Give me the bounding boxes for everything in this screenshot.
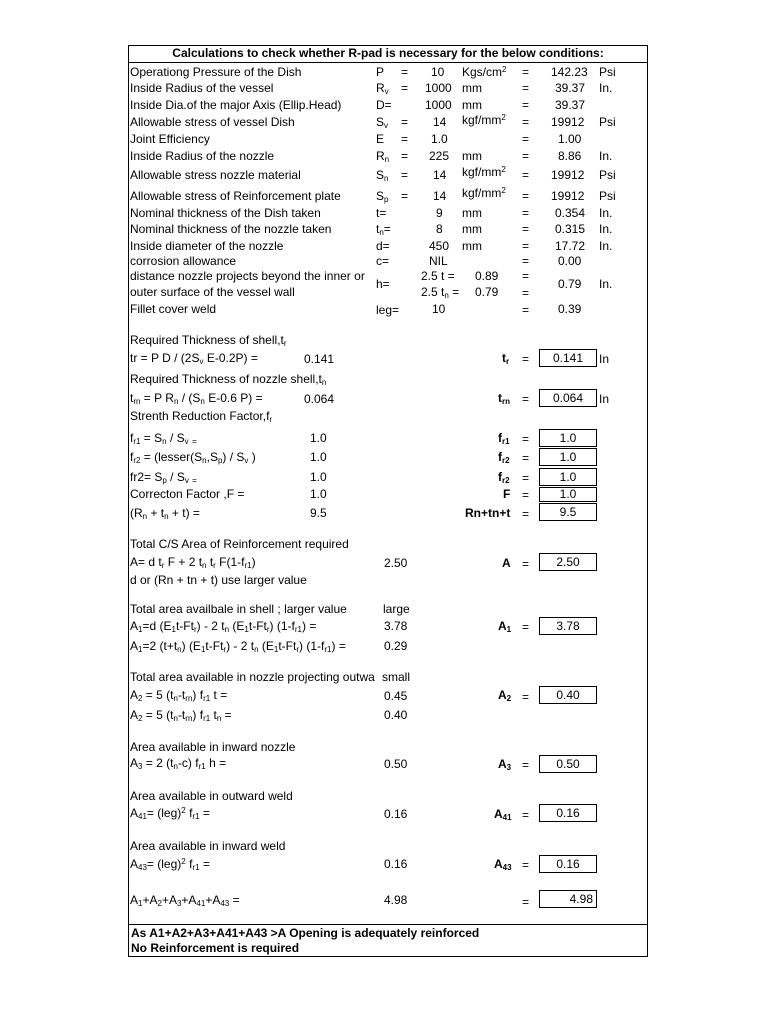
corrosion-sym: c= xyxy=(376,254,390,268)
projection-desc-2: outer surface of the vessel wall xyxy=(130,285,295,299)
fr2-lesser-symbol: $f_{r2}$ xyxy=(498,450,510,465)
conclusion-line-1: As A1+A2+A3+A41+A43 >A Opening is adequately reinforced xyxy=(131,926,480,940)
fr2-lesser-value: 1.0 xyxy=(310,450,327,464)
a-heading: Total C/S Area of Reinforcement required xyxy=(130,537,349,551)
fr1-formula: $f_{r1} = S_n / S_v$ $_=$ xyxy=(130,431,197,446)
rn-formula: $(R_n + t_n + t)$ = xyxy=(130,506,200,521)
tr-heading: Required Thickness of $shell,t_r$ xyxy=(130,333,287,348)
joint-conv: 1.00 xyxy=(558,132,582,146)
thk-dish-desc: Nominal thickness of the Dish taken xyxy=(130,206,321,220)
joint-sym: E xyxy=(376,132,385,146)
a41-heading: Area available in outward weld xyxy=(130,789,293,803)
pressure-unit: Kgs/$cm^2$ xyxy=(462,65,507,79)
eq: = xyxy=(522,81,530,95)
stress-vessel-sym: $S_v$ xyxy=(376,115,389,130)
dia-nozzle-unit: mm xyxy=(462,239,482,253)
rn-result-box: 9.5 xyxy=(539,503,597,521)
f-result-box: 1.0 xyxy=(539,487,597,502)
stress-plate-sym: $S_p$ xyxy=(376,189,389,204)
fr1-symbol: $f_{r1}$ xyxy=(498,431,510,446)
trn-unit: In xyxy=(599,392,610,406)
pressure-desc: Operationg Pressure of the Dish xyxy=(130,65,302,79)
eq: = xyxy=(401,132,409,146)
thk-nozzle-value: 8 xyxy=(436,222,443,236)
thk-dish-conv-unit: In. xyxy=(599,206,613,220)
thk-dish-sym: t= xyxy=(376,206,387,220)
eq: = xyxy=(401,168,409,182)
eq: = xyxy=(522,432,530,446)
thk-nozzle-unit: mm xyxy=(462,222,482,236)
a-note: d or (Rn + tn + t) use larger value xyxy=(130,573,307,587)
stress-nozzle-conv: 19912 xyxy=(551,168,585,182)
fr2-lesser-result-box: 1.0 xyxy=(539,448,597,466)
trn-formula: $t_{rn} = P$ $R_n / (S_n$ E-0.6 P) = xyxy=(130,391,263,406)
pressure-sym: P xyxy=(376,65,385,79)
stress-nozzle-value: 14 xyxy=(433,168,447,182)
pressure-eq2: = xyxy=(522,65,530,79)
dia-nozzle-sym: d= xyxy=(376,239,390,253)
a43-heading: Area available in inward weld xyxy=(130,839,286,853)
fr2-plate-symbol: $f_{r2}$ xyxy=(498,470,510,485)
dia-major-sym: D= xyxy=(376,98,392,112)
eq: = xyxy=(522,132,530,146)
a2-heading: Total area available in nozzle projecting outwa xyxy=(130,670,375,684)
radius-nozzle-value: 225 xyxy=(429,149,450,163)
a2-formula-1: $A_2 = 5$ $(t_n-t_{rn})$ $f_{r1}$ t = xyxy=(130,688,228,703)
eq: = xyxy=(522,808,530,822)
pressure-eq: = xyxy=(401,65,409,79)
a1-formula-1: $A_1=d$ $(E_1t-Ft_r) - 2$ $t_n$ $(E_1t-Ft_r) (1-f_{r1})$ = xyxy=(130,619,317,634)
fillet-sym: leg= xyxy=(376,303,400,317)
pressure-value: 10 xyxy=(431,65,445,79)
a41-value: 0.16 xyxy=(384,807,408,821)
radius-vessel-value: 1000 xyxy=(425,81,452,95)
a3-heading: Area available in inward nozzle xyxy=(130,740,296,754)
a1-value-1: 3.78 xyxy=(384,619,408,633)
eq: = xyxy=(522,557,530,571)
eq: = xyxy=(522,758,530,772)
eq: = xyxy=(522,451,530,465)
fr2-lesser-formula: $f_{r2}$ = ($lesser(S_n,S_p) / S_v$ ) xyxy=(130,450,256,465)
stress-nozzle-conv-unit: Psi xyxy=(599,168,616,182)
f-formula: Correcton Factor ,F = xyxy=(130,487,245,501)
fr1-result-box: 1.0 xyxy=(539,429,597,447)
eq: = xyxy=(522,98,530,112)
fr1-value: 1.0 xyxy=(310,431,327,445)
trn-symbol: $t_{rn}$ xyxy=(498,391,510,406)
thk-nozzle-conv: 0.315 xyxy=(555,222,586,236)
rn-symbol: Rn+tn+t xyxy=(465,506,511,520)
dia-nozzle-desc: Inside diameter of the nozzle xyxy=(130,239,284,253)
stress-vessel-value: 14 xyxy=(433,115,447,129)
eq: = xyxy=(522,392,530,406)
radius-nozzle-conv: 8.86 xyxy=(558,149,582,163)
stress-nozzle-unit: kgf/$mm^2$ xyxy=(462,165,506,179)
eq: = xyxy=(522,303,530,317)
sheet-title: Calculations to check whether R-pad is necessary for the below conditions: xyxy=(129,46,647,63)
fr2-plate-formula: $fr2= S_p / S_v$ $_=$ xyxy=(130,470,197,485)
radius-vessel-conv: 39.37 xyxy=(555,81,586,95)
a43-formula: $A_{43}= (leg)^2$ $f_{r1}$ = xyxy=(130,857,210,872)
a43-value: 0.16 xyxy=(384,857,408,871)
stress-plate-conv-unit: Psi xyxy=(599,189,616,203)
eq: = xyxy=(522,620,530,634)
a3-value: 0.50 xyxy=(384,757,408,771)
eq: = xyxy=(522,254,530,268)
a41-symbol: $A_{41}$ xyxy=(494,807,512,822)
fillet-value: 10 xyxy=(432,302,446,316)
conclusion xyxy=(129,924,647,957)
eq: = xyxy=(522,507,530,521)
a2-result-box: 0.40 xyxy=(539,686,597,704)
projection-value-2: 0.79 xyxy=(475,285,499,299)
a-result-box: 2.50 xyxy=(539,553,597,571)
radius-vessel-desc: Inside Radius of the vessel xyxy=(130,81,274,95)
stress-plate-conv: 19912 xyxy=(551,189,585,203)
a41-result-box: 0.16 xyxy=(539,804,597,822)
eq: = xyxy=(522,189,530,203)
eq: = xyxy=(522,239,530,253)
eq: = xyxy=(401,115,409,129)
trn-result-box: 0.064 xyxy=(539,389,597,407)
f-symbol: F xyxy=(503,487,511,501)
thk-nozzle-conv-unit: In. xyxy=(599,222,613,236)
tr-value: 0.141 xyxy=(304,352,335,366)
joint-value: 1.0 xyxy=(431,132,448,146)
dia-nozzle-value: 450 xyxy=(429,239,450,253)
trn-heading: Required Thickness of nozzle $shell,t_n$ xyxy=(130,372,327,387)
a41-formula: $A_{41}= (leg)^2$ $f_{r1}$ = xyxy=(130,806,210,821)
dia-major-unit: mm xyxy=(462,98,482,112)
corrosion-conv: 0.00 xyxy=(558,254,582,268)
a2-value-2: 0.40 xyxy=(384,708,408,722)
a1-result-box: 3.78 xyxy=(539,617,597,635)
joint-desc: Joint Efficiency xyxy=(130,132,210,146)
stress-plate-value: 14 xyxy=(433,189,447,203)
sum-formula: $A_1+A_2+A_3+A_{41}+A_{43}$ = xyxy=(130,893,240,908)
tr-unit: In xyxy=(599,352,610,366)
eq: = xyxy=(522,471,530,485)
stress-vessel-conv-unit: Psi xyxy=(599,115,616,129)
stress-plate-desc: Allowable stress of Reinforcement plate xyxy=(130,189,341,203)
trn-value: 0.064 xyxy=(304,392,335,406)
thk-dish-unit: mm xyxy=(462,206,482,220)
a1-value-2: 0.29 xyxy=(384,639,408,653)
tr-symbol: $t_r$ xyxy=(502,351,510,366)
fr2-plate-result-box: 1.0 xyxy=(539,468,597,486)
fillet-desc: Fillet cover weld xyxy=(130,302,217,316)
radius-nozzle-unit: mm xyxy=(462,149,482,163)
stress-nozzle-sym: $S_n$ xyxy=(376,168,389,183)
eq: = xyxy=(522,488,530,502)
radius-vessel-eq: = xyxy=(401,81,409,95)
stress-vessel-desc: Allowable stress of vessel Dish xyxy=(130,115,295,129)
eq: = xyxy=(522,269,530,283)
rn-value: 9.5 xyxy=(310,506,327,520)
eq: = xyxy=(522,895,530,909)
a3-formula: $A_3 = 2$ $(t_n-c)$ $f_{r1}$ h = xyxy=(130,756,227,771)
corrosion-value: NIL xyxy=(429,254,448,268)
a-formula: A= d $t_r$ F + 2 $t_n$ $t_r$ $F(1-f_{r1})$ xyxy=(130,555,256,570)
eq: = xyxy=(401,189,409,203)
eq: = xyxy=(522,149,530,163)
a43-result-box: 0.16 xyxy=(539,855,597,873)
tr-result-box: 0.141 xyxy=(539,349,597,367)
a1-symbol: $A_1$ xyxy=(498,619,512,634)
eq: = xyxy=(522,206,530,220)
eq: = xyxy=(522,168,530,182)
a3-symbol: $A_3$ xyxy=(498,757,512,772)
eq: = xyxy=(522,115,530,129)
eq: = xyxy=(522,222,530,236)
sum-result-box: 4.98 xyxy=(539,890,597,908)
eq: = xyxy=(522,690,530,704)
thk-dish-conv: 0.354 xyxy=(555,206,586,220)
stress-nozzle-desc: Allowable stress nozzle material xyxy=(130,168,301,182)
fr2-plate-value: 1.0 xyxy=(310,470,327,484)
tr-formula: tr = P D / ($2S_v$ E-0.2P) = xyxy=(130,351,258,366)
eq: = xyxy=(522,858,530,872)
thk-nozzle-desc: Nominal thickness of the nozzle taken xyxy=(130,222,332,236)
a-symbol: A xyxy=(502,556,511,570)
a2-symbol: $A_2$ xyxy=(498,688,512,703)
eq: = xyxy=(401,149,409,163)
dia-major-desc: Inside Dia.of the major Axis (Ellip.Head) xyxy=(130,98,342,112)
stress-plate-unit: kgf/$mm^2$ xyxy=(462,186,506,200)
dia-nozzle-conv: 17.72 xyxy=(555,239,586,253)
pressure-conv: 142.23 xyxy=(551,65,588,79)
a3-result-box: 0.50 xyxy=(539,755,597,773)
dia-major-value: 1000 xyxy=(425,98,452,112)
stress-vessel-unit: kgf/$mm^2$ xyxy=(462,113,506,127)
pressure-conv-unit: Psi xyxy=(599,65,616,79)
stress-vessel-conv: 19912 xyxy=(551,115,585,129)
thk-nozzle-sym: $t_n=$ xyxy=(376,222,391,237)
fillet-conv: 0.39 xyxy=(558,302,582,316)
projection-desc-1: distance nozzle projects beyond the inner or xyxy=(130,269,365,283)
a1-heading: Total area availbale in shell ; larger value xyxy=(130,602,347,616)
a-value: 2.50 xyxy=(384,556,408,570)
corrosion-desc: corrosion allowance xyxy=(130,254,237,268)
projection-conv: 0.79 xyxy=(558,277,582,291)
conclusion-line-2: No Reinforcement is required xyxy=(131,941,300,955)
projection-conv-unit: In. xyxy=(599,277,613,291)
radius-vessel-sym: $R_v$ xyxy=(376,81,389,96)
thk-dish-value: 9 xyxy=(436,206,443,220)
eq: = xyxy=(522,286,530,300)
a1-formula-2: $A_1=2$ $(t+t_n)$ $(E_1t-Ft_r) - 2$ $t_n$ $(E_1t-Ft_r) (1-f_{r1})$ = xyxy=(130,639,346,654)
radius-vessel-unit: mm xyxy=(462,81,482,95)
a43-symbol: $A_{43}$ xyxy=(494,857,512,872)
radius-nozzle-conv-unit: In. xyxy=(599,149,613,163)
radius-nozzle-sym: $R_n$ xyxy=(376,149,390,164)
projection-value-1: 0.89 xyxy=(475,269,499,283)
dia-major-conv: 39.37 xyxy=(555,98,586,112)
projection-sym: h= xyxy=(376,277,390,291)
dia-nozzle-conv-unit: In. xyxy=(599,239,613,253)
projection-formula-2: 2.5 $t_n$ = xyxy=(421,285,460,300)
fr-heading: Strenth Reduction $Factor,f_r$ xyxy=(130,409,273,424)
projection-formula-1: 2.5 t = xyxy=(421,269,455,283)
eq: = xyxy=(522,352,530,366)
a2-value-1: 0.45 xyxy=(384,689,408,703)
radius-nozzle-desc: Inside Radius of the nozzle xyxy=(130,149,275,163)
radius-vessel-conv-unit: In. xyxy=(599,81,613,95)
a2-formula-2: $A_2 = 5$ $(t_n-t_{rn})$ $f_{r1}$ $t_n$ = xyxy=(130,708,232,723)
a2-smaller-label: small xyxy=(382,670,411,684)
f-value: 1.0 xyxy=(310,487,327,501)
a1-larger-label: large xyxy=(383,602,410,616)
sum-value: 4.98 xyxy=(384,893,408,907)
